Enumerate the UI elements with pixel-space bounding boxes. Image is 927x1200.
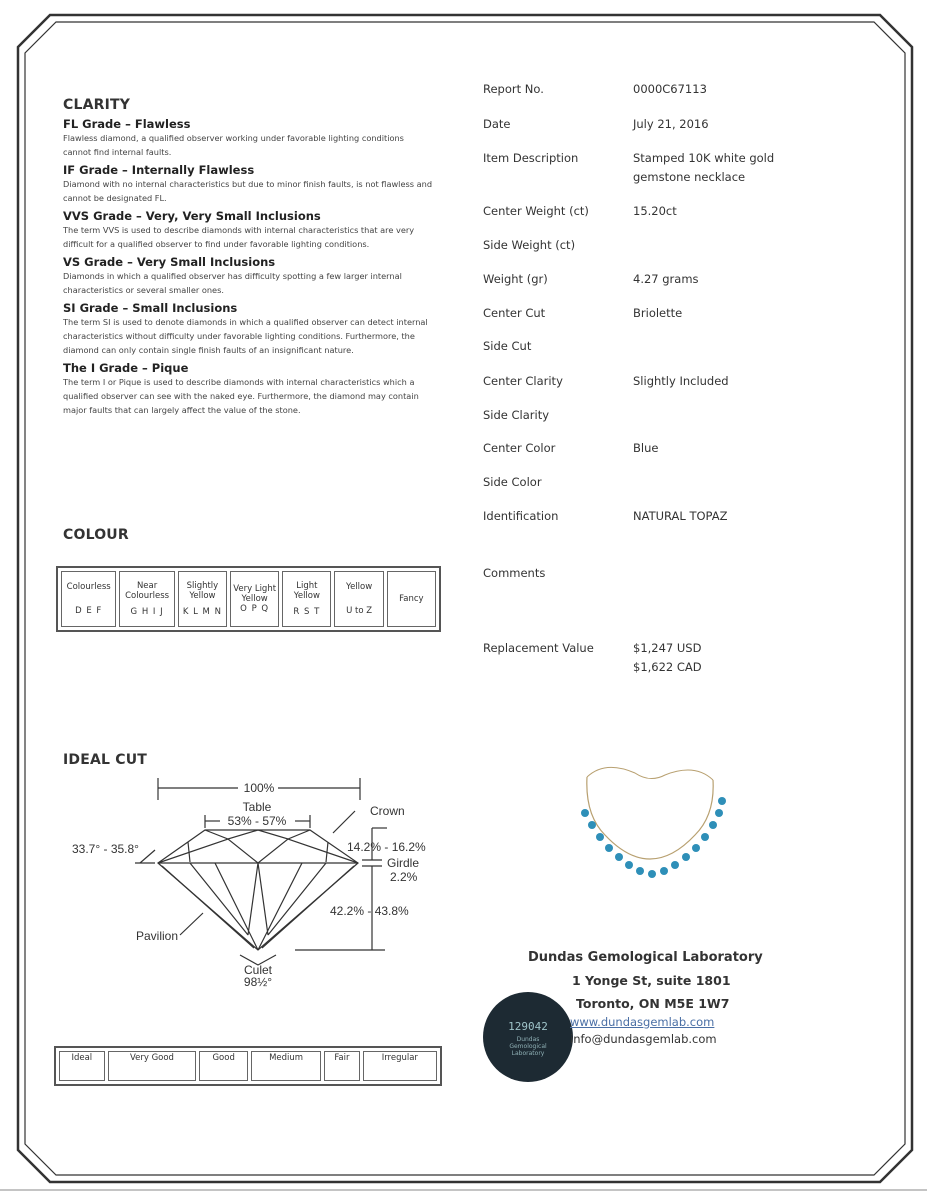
colour-grades: D E F xyxy=(75,606,103,616)
side-weight-label: Side Weight (ct) xyxy=(483,238,576,252)
center-cut-label: Center Cut xyxy=(483,306,546,320)
report-no-label: Report No. xyxy=(483,82,544,96)
grade-description: Diamond with no internal characteristics but due to minor finish faults, is not flawless and cannot be designated FL. xyxy=(63,179,433,203)
colour-name: Colourless xyxy=(66,582,111,592)
center-clarity-label: Center Clarity xyxy=(483,374,563,388)
cut-grade-cell: Good xyxy=(199,1051,248,1081)
center-color-value: Blue xyxy=(633,441,659,455)
ideal-cut-title: IDEAL CUT xyxy=(63,752,148,768)
colour-grades: U to Z xyxy=(346,606,373,616)
grade-heading: IF Grade – Internally Flawless xyxy=(63,163,255,177)
lab-address-line1: 1 Yonge St, suite 1801 xyxy=(572,973,731,988)
lab-website-link[interactable]: www.dundasgemlab.com xyxy=(570,1015,715,1029)
lab-name: Dundas Gemological Laboratory xyxy=(528,950,763,965)
seal-number: 129042 xyxy=(508,1020,548,1033)
grade-description: The term VVS is used to describe diamonds with internal characteristics that are very difficult for a qualified observer to find under favorable lighting conditions. xyxy=(63,225,415,249)
cut-grade-cell: Fair xyxy=(324,1051,359,1081)
center-weight-label: Center Weight (ct) xyxy=(483,204,589,218)
clarity-section xyxy=(63,97,433,417)
colour-cell xyxy=(119,571,174,627)
grade-heading: The I Grade – Pique xyxy=(63,361,189,375)
crown-height-value: 14.2% - 16.2% xyxy=(347,840,426,854)
colour-cell xyxy=(178,571,227,627)
side-cut-label: Side Cut xyxy=(483,339,532,353)
topaz-stones-icon xyxy=(581,797,726,878)
clarity-grade-vvs xyxy=(63,209,433,251)
colour-grades: R S T xyxy=(293,607,321,617)
colour-cell xyxy=(230,571,279,627)
replacement-usd: $1,247 USD xyxy=(633,641,702,655)
center-weight-value: 15.20ct xyxy=(633,204,677,218)
identification-label: Identification xyxy=(483,509,559,523)
pavilion-label: Pavilion xyxy=(136,929,179,943)
girdle-value: 2.2% xyxy=(390,870,418,884)
center-clarity-value: Slightly Included xyxy=(633,374,729,388)
culet-value: 98½° xyxy=(243,975,273,989)
item-description-label: Item Description xyxy=(483,151,579,165)
colour-cell xyxy=(387,571,436,627)
lab-email: info@dundasgemlab.com xyxy=(570,1032,717,1046)
cut-grade-cell: Very Good xyxy=(108,1051,197,1081)
colour-name: Light Yellow xyxy=(293,581,320,601)
colour-name: Very Light Yellow xyxy=(233,584,277,604)
diameter-label: 100% xyxy=(243,781,275,795)
colour-name: Slightly Yellow xyxy=(186,581,219,601)
grade-description: Diamonds in which a qualified observer has difficulty spotting a few larger internal characteristics or several smaller ones. xyxy=(63,271,402,295)
colour-cell xyxy=(334,571,383,627)
center-cut-value: Briolette xyxy=(633,306,683,320)
cut-grade-table xyxy=(54,1046,442,1086)
report-no-value: 0000C67113 xyxy=(633,82,707,96)
side-color-label: Side Color xyxy=(483,475,542,489)
lab-address-line2: Toronto, ON M5E 1W7 xyxy=(576,996,730,1011)
identification-value: NATURAL TOPAZ xyxy=(633,509,728,523)
hologram-seal xyxy=(483,992,573,1082)
clarity-grade-if xyxy=(63,163,433,205)
side-clarity-label: Side Clarity xyxy=(483,408,550,422)
crown-angle-value: 33.7° - 35.8° xyxy=(72,842,139,856)
clarity-grade-si xyxy=(63,301,433,357)
weight-value: 4.27 grams xyxy=(633,272,699,286)
grade-heading: FL Grade – Flawless xyxy=(63,117,191,131)
colour-name: Yellow xyxy=(346,582,373,592)
colour-title: COLOUR xyxy=(63,527,129,543)
cut-grade-cell: Medium xyxy=(251,1051,321,1081)
grade-description: Flawless diamond, a qualified observer working under favorable lighting conditions cannot find internal faults. xyxy=(63,133,404,157)
comments-label: Comments xyxy=(483,566,546,580)
grade-description: The term I or Pique is used to describe diamonds with internal characteristics which a qualified observer can see with the naked eye. Furthermore, the diamond may contain major faults that can largely affect the value of the stone. xyxy=(63,377,419,415)
clarity-grade-fl xyxy=(63,117,433,159)
replacement-cad: $1,622 CAD xyxy=(633,660,702,674)
colour-name: Fancy xyxy=(399,594,424,604)
diamond-proportions-diagram xyxy=(50,770,450,990)
clarity-grade-i xyxy=(63,361,433,417)
cut-grade-cell: Irregular xyxy=(363,1051,437,1081)
grade-heading: VVS Grade – Very, Very Small Inclusions xyxy=(63,209,321,223)
grade-heading: VS Grade – Very Small Inclusions xyxy=(63,255,276,269)
crown-label: Crown xyxy=(370,804,405,818)
table-value: 53% - 57% xyxy=(227,814,287,828)
colour-scale-table xyxy=(56,566,441,632)
colour-grades: G H I J xyxy=(130,607,164,617)
colour-cell xyxy=(61,571,116,627)
weight-label: Weight (gr) xyxy=(483,272,548,286)
date-value: July 21, 2016 xyxy=(633,117,709,131)
replacement-value-label: Replacement Value xyxy=(483,641,594,655)
clarity-grade-vs xyxy=(63,255,433,297)
colour-name: Near Colourless xyxy=(125,581,170,601)
colour-cell xyxy=(282,571,331,627)
pavilion-depth-value: 42.2% - 43.8% xyxy=(330,904,409,918)
grade-description: The term SI is used to denote diamonds in which a qualified observer can detect internal characteristics without difficulty under favorable lighting conditions. Furthermore, the diamond can only contain single finish faults of an insignificant nature. xyxy=(63,317,428,355)
table-label: Table xyxy=(242,800,272,814)
item-description-value: Stamped 10K white gold gemstone necklace xyxy=(633,151,775,184)
grade-heading: SI Grade – Small Inclusions xyxy=(63,301,238,315)
culet-label: Culet xyxy=(243,963,273,977)
girdle-label: Girdle xyxy=(387,856,420,870)
seal-text: Dundas Gemological Laboratory xyxy=(509,1036,547,1057)
necklace-photo xyxy=(565,755,745,905)
colour-grades: O P Q xyxy=(240,604,270,614)
colour-grades: K L M N xyxy=(182,607,222,617)
clarity-title: CLARITY xyxy=(63,97,131,113)
cut-grade-cell: Ideal xyxy=(59,1051,105,1081)
date-label: Date xyxy=(483,117,511,131)
center-color-label: Center Color xyxy=(483,441,556,455)
